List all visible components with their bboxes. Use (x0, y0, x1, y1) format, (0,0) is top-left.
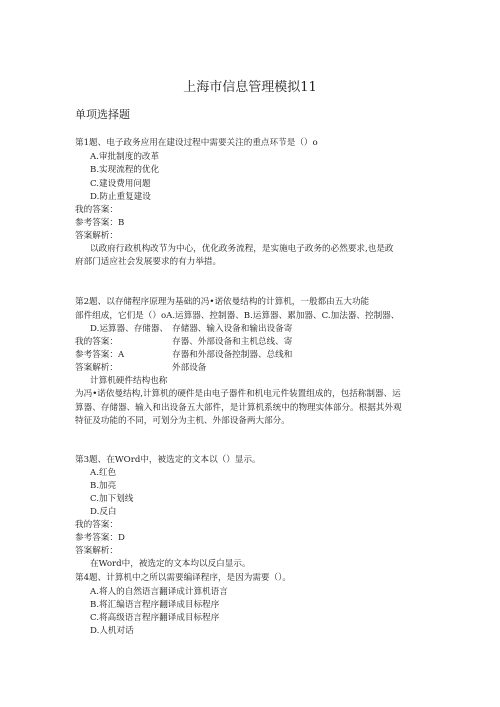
q4-stem: 第4题、计算机中之所以需要编译程序，是因为需要（）。 (75, 573, 292, 583)
q2-analysis-label: 答案解析： (75, 363, 118, 373)
q1-analysis-line-2: 府部门适应社会发展要求的有力举措。 (75, 257, 222, 267)
q4-option-b: B.将汇编语言程序翻译成目标程序 (90, 600, 220, 610)
q3-option-a: A.红色 (90, 468, 117, 478)
page-title: 上海市信息管理模拟11 (183, 80, 317, 95)
q3-option-d: D.反白 (90, 507, 117, 517)
q2-analysis-head: 计算机硬件结构也称 (90, 376, 168, 386)
q3-stem: 第3题、在WOrd中，被选定的文本以（）显示。 (75, 455, 261, 465)
q4-option-c: C.将高级语言程序翻译成目标程序 (90, 613, 220, 623)
q2-column-line-3: 存器和外部设备控制器、总线和 (172, 350, 293, 360)
q1-option-b: B.实现流程的优化 (90, 165, 160, 175)
q3-option-b: B.加亮 (90, 481, 117, 491)
q1-option-d: D.防止重复建设 (90, 192, 151, 202)
q1-analysis-label: 答案解析： (75, 231, 118, 241)
q3-option-c: C.加下划线 (90, 494, 134, 504)
q2-column-line-1: 存储器、输入设备和输出设备寄 (172, 324, 293, 334)
q2-ref-answer: 参考答案：A (75, 350, 125, 360)
q2-analysis-line-2: 算器、存储器、输入和出设备五大部件，是计算机系统中的物理实体部分。根据其外观 (75, 403, 402, 413)
q1-option-a: A.审批制度的改革 (90, 152, 160, 162)
q3-analysis-line-1: 在Word中，被选定的文本均以反白显示。 (90, 559, 251, 569)
q1-my-answer: 我的答案： (75, 205, 118, 215)
q4-option-d: D.人机对话 (90, 626, 134, 636)
q1-option-c: C.建设费用问题 (90, 179, 151, 189)
q3-ref-answer: 参考答案：D (75, 533, 125, 543)
q3-analysis-label: 答案解析： (75, 546, 118, 556)
q2-analysis-line-1: 为冯•诺依曼结构,计算机的硬件是由电子器件和机电元件装置组成的，包括称制器、运 (75, 389, 401, 399)
q3-my-answer: 我的答案： (75, 520, 118, 530)
q2-stem-line-3: D.运算器、存储器、 (90, 324, 169, 334)
q2-stem-line-1: 第2题、以存储程序原理为基础的冯•诺依曼结构的计算机，一般都由五大功能 (75, 297, 370, 307)
q1-analysis-line-1: 以政府行政机构改节为中心，优化政务流程，是实施电子政务的必然要求,也是政 (90, 244, 394, 254)
q1-ref-answer: 参考答案：B (75, 218, 125, 228)
q2-analysis-line-3: 特征及功能的不同，可划分为主机、外部设备两大部分。 (75, 416, 290, 426)
q2-column-line-2: 存器、外部设备和主机总线、寄 (172, 337, 293, 347)
q4-option-a: A.将人的自然语言翻译成计算机语言 (90, 587, 228, 597)
q1-stem: 第1题、电子政务应用在建设过程中需要关注的重点环节是（）o (75, 138, 318, 148)
section-heading: 单项选择题 (75, 108, 130, 121)
q2-stem-line-2: 部件组成，它们是（）oA.运算器、控制器、B.运算器、累加器、C.加法器、控制器、 (75, 311, 400, 321)
q2-column-line-4: 外部设备 (172, 363, 207, 373)
q2-my-answer: 我的答案： (75, 337, 118, 347)
